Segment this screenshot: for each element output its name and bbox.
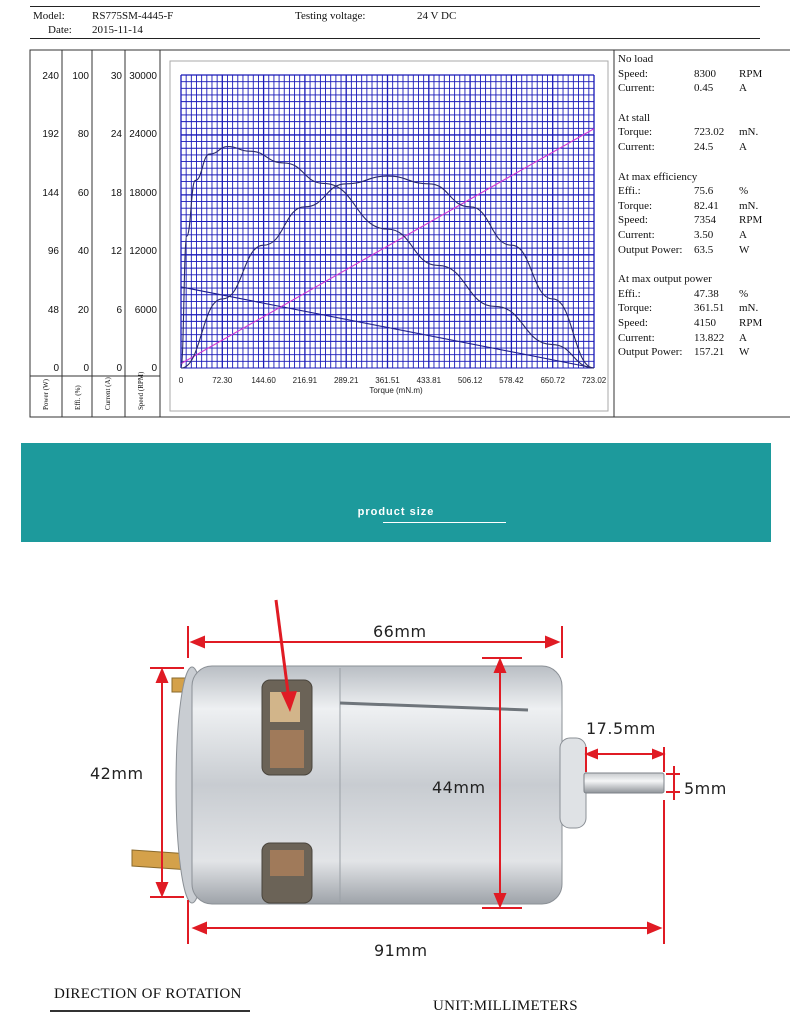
date-value: 2015-11-14 bbox=[92, 24, 143, 36]
front-boss bbox=[560, 738, 586, 828]
banner-underline bbox=[383, 522, 506, 523]
spec-group bbox=[618, 272, 763, 360]
spec-value: 157.21 bbox=[694, 346, 725, 359]
y-tick-label: 30000 bbox=[129, 71, 157, 82]
x-tick-label: 650.72 bbox=[540, 376, 565, 385]
spec-label: Current: bbox=[618, 228, 655, 241]
rotation-underline bbox=[50, 1010, 250, 1012]
dim-91mm: 91mm bbox=[374, 941, 428, 960]
y-tick-label: 20 bbox=[77, 305, 89, 316]
spec-unit: W bbox=[739, 346, 750, 359]
spec-value: 75.6 bbox=[694, 185, 714, 198]
spec-value: 0.45 bbox=[694, 82, 714, 95]
spec-label: Speed: bbox=[618, 214, 648, 227]
y-tick-label: 30 bbox=[110, 71, 122, 82]
spec-label: Output Power: bbox=[618, 346, 683, 359]
y-tick-label: 6 bbox=[116, 305, 122, 316]
spec-row bbox=[618, 301, 763, 316]
spec-unit: RPM bbox=[739, 316, 763, 329]
spec-group bbox=[618, 170, 763, 258]
spec-value: 3.50 bbox=[694, 228, 714, 241]
y-tick-label: 12000 bbox=[129, 246, 157, 257]
spec-unit: mN. bbox=[739, 302, 759, 315]
spec-row bbox=[618, 67, 763, 82]
spec-unit: mN. bbox=[739, 199, 759, 212]
y-tick-label: 0 bbox=[83, 363, 89, 374]
x-tick-label: 433.81 bbox=[416, 376, 442, 385]
x-tick-label: 361.51 bbox=[375, 376, 400, 385]
y-tick-label: 0 bbox=[53, 363, 59, 374]
y-tick-label: 6000 bbox=[134, 305, 157, 316]
spec-group-title: No load bbox=[618, 53, 654, 65]
y-tick-label: 240 bbox=[42, 71, 59, 82]
spec-label: Torque: bbox=[618, 126, 653, 139]
x-tick-label: 723.02 bbox=[581, 376, 607, 385]
dim-5mm: 5mm bbox=[684, 779, 727, 798]
spec-row bbox=[618, 184, 763, 199]
spec-value: 63.5 bbox=[694, 243, 714, 256]
model-value: RS775SM-4445-F bbox=[92, 10, 174, 22]
spec-row bbox=[618, 140, 763, 155]
axis-table-border bbox=[30, 50, 160, 417]
specs-panel bbox=[618, 52, 763, 375]
spec-row bbox=[618, 331, 763, 346]
spec-row bbox=[618, 243, 763, 258]
spec-label: Current: bbox=[618, 140, 655, 153]
y-axis-label: Power (W) bbox=[42, 379, 50, 410]
y-tick-label: 100 bbox=[72, 71, 89, 82]
x-tick-label: 216.91 bbox=[292, 376, 318, 385]
x-tick-label: 289.21 bbox=[333, 376, 359, 385]
x-axis-label: Torque (mN.m) bbox=[369, 386, 423, 395]
x-tick-label: 72.30 bbox=[212, 376, 233, 385]
spec-value: 47.38 bbox=[694, 287, 719, 300]
spec-row bbox=[618, 213, 763, 228]
y-tick-label: 192 bbox=[42, 129, 59, 140]
spec-unit: A bbox=[739, 331, 747, 344]
y-tick-label: 18 bbox=[110, 188, 122, 199]
spec-row bbox=[618, 345, 763, 360]
y-tick-label: 24000 bbox=[129, 129, 157, 140]
spec-label: Effi.: bbox=[618, 287, 641, 300]
spec-unit: mN. bbox=[739, 126, 759, 139]
spec-label: Effi.: bbox=[618, 185, 641, 198]
dim-44mm: 44mm bbox=[432, 778, 486, 797]
motor-can bbox=[192, 666, 562, 904]
spec-value: 361.51 bbox=[694, 302, 725, 315]
spec-unit: RPM bbox=[739, 214, 763, 227]
spec-value: 82.41 bbox=[694, 199, 719, 212]
y-tick-label: 80 bbox=[77, 129, 89, 140]
spec-group-title: At max efficiency bbox=[618, 170, 698, 183]
y-tick-label: 60 bbox=[77, 188, 89, 199]
spec-unit: W bbox=[739, 243, 750, 256]
date-label: Date: bbox=[48, 24, 72, 36]
spec-row bbox=[618, 199, 763, 214]
spec-row bbox=[618, 316, 763, 331]
spec-group-title: At max output power bbox=[618, 273, 712, 286]
rotation-caption: DIRECTION OF ROTATION bbox=[54, 986, 242, 1002]
x-tick-label: 144.60 bbox=[251, 376, 276, 385]
spec-unit: % bbox=[739, 287, 749, 300]
spec-value: 8300 bbox=[694, 67, 716, 80]
shaft bbox=[584, 773, 664, 793]
y-tick-label: 144 bbox=[42, 188, 59, 199]
voltage-value: 24 V DC bbox=[417, 10, 457, 22]
y-axis-label: Speed (RPM) bbox=[137, 371, 145, 410]
y-tick-label: 18000 bbox=[129, 188, 157, 199]
x-tick-label: 578.42 bbox=[499, 376, 524, 385]
spec-label: Speed: bbox=[618, 67, 648, 80]
product-size-banner bbox=[21, 443, 771, 542]
spec-row bbox=[618, 81, 763, 96]
x-tick-label: 0 bbox=[178, 376, 184, 385]
banner-title: product size bbox=[357, 506, 435, 518]
spec-value: 13.822 bbox=[694, 331, 725, 344]
spec-group-title: At stall bbox=[618, 111, 651, 124]
spec-unit: A bbox=[739, 82, 747, 95]
chart-grid bbox=[181, 75, 594, 368]
y-axis-label: Current (A) bbox=[104, 377, 112, 410]
y-tick-label: 24 bbox=[110, 129, 122, 140]
y-tick-label: 96 bbox=[47, 246, 59, 257]
voltage-label: Testing voltage: bbox=[295, 10, 366, 22]
spec-unit: % bbox=[739, 185, 749, 198]
spec-value: 4150 bbox=[694, 316, 716, 329]
y-tick-label: 12 bbox=[110, 246, 122, 257]
spec-label: Output Power: bbox=[618, 243, 683, 256]
spec-value: 24.5 bbox=[694, 140, 714, 153]
spec-value: 723.02 bbox=[694, 126, 725, 139]
y-axis-label: Effi. (%) bbox=[74, 385, 82, 410]
spec-group bbox=[618, 111, 763, 155]
dim-66mm: 66mm bbox=[373, 622, 427, 641]
y-tick-label: 48 bbox=[47, 305, 59, 316]
spec-label: Torque: bbox=[618, 302, 653, 315]
spec-group bbox=[618, 52, 763, 96]
spec-unit: RPM bbox=[739, 67, 763, 80]
spec-label: Current: bbox=[618, 331, 655, 344]
spec-label: Current: bbox=[618, 82, 655, 95]
spec-label: Torque: bbox=[618, 199, 653, 212]
y-tick-label: 0 bbox=[116, 363, 122, 374]
spec-row bbox=[618, 287, 763, 302]
spec-label: Speed: bbox=[618, 316, 648, 329]
spec-row bbox=[618, 228, 763, 243]
spec-value: 7354 bbox=[694, 214, 716, 227]
y-tick-label: 0 bbox=[151, 363, 157, 374]
spec-unit: A bbox=[739, 140, 747, 153]
unit-caption: UNIT:MILLIMETERS bbox=[433, 998, 578, 1014]
dim-42mm: 42mm bbox=[90, 764, 144, 783]
x-tick-label: 506.12 bbox=[457, 376, 483, 385]
model-label: Model: bbox=[33, 10, 65, 22]
dim-17-5mm: 17.5mm bbox=[586, 719, 656, 738]
spec-row bbox=[618, 125, 763, 140]
spec-unit: A bbox=[739, 228, 747, 241]
y-tick-label: 40 bbox=[77, 246, 89, 257]
